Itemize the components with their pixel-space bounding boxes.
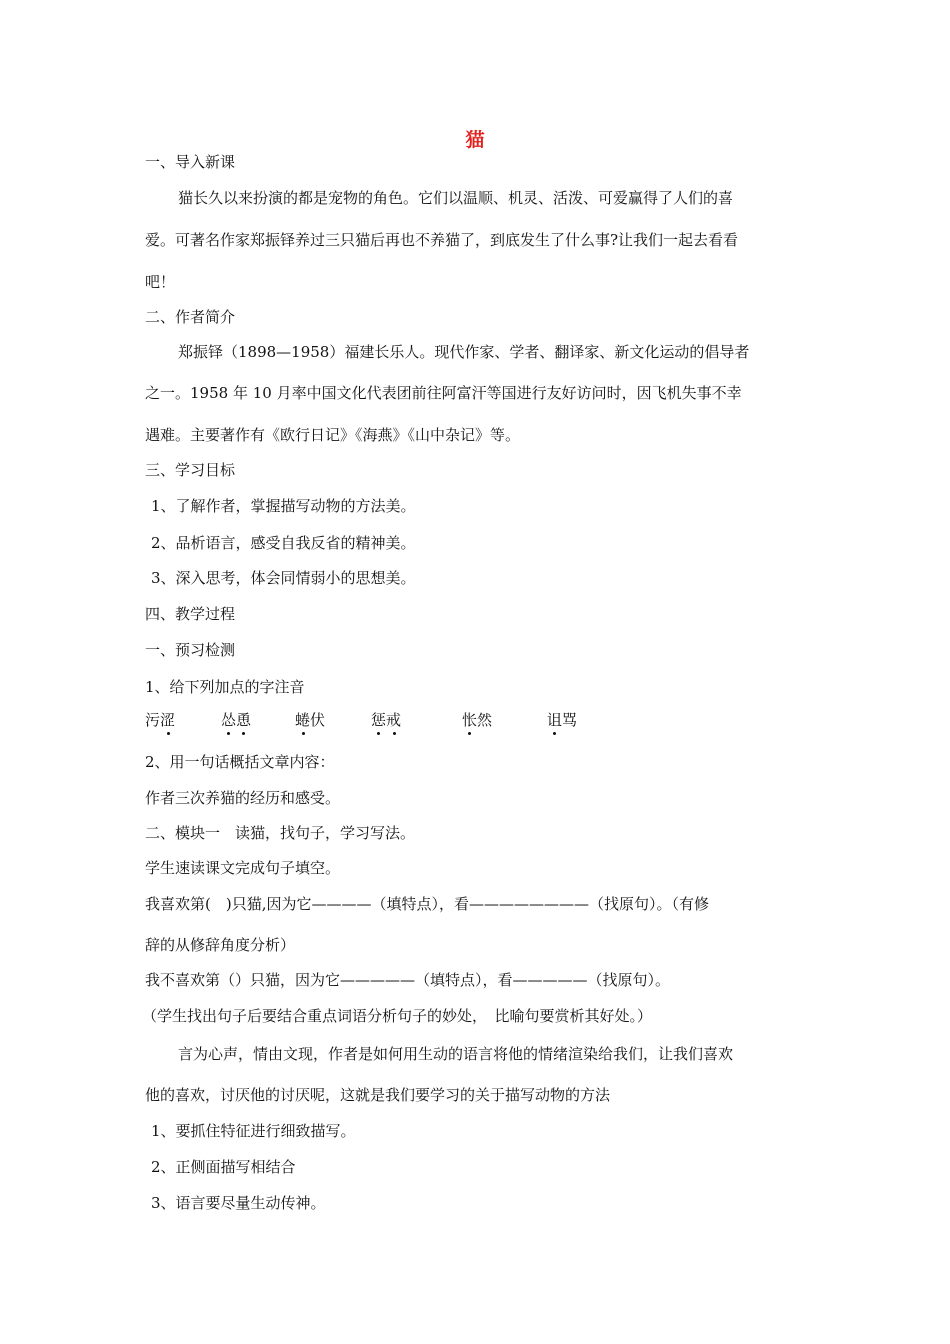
note-line: （学生找出句子后要结合重点词语分析句子的妙处， 比喻句要赏析其好处。） — [142, 1007, 653, 1025]
paragraph-line: 猫长久以来扮演的都是宠物的角色。它们以温顺、机灵、活泼、可爱赢得了人们的喜 — [178, 189, 734, 207]
emphasis-dot — [302, 732, 305, 735]
emphasis-dot — [468, 732, 471, 735]
word-item: 惩戒 — [371, 711, 402, 729]
section-heading-intro: 一、导入新课 — [145, 153, 236, 171]
list-item: 3、语言要尽量生动传神。 — [151, 1194, 326, 1212]
word-item: 怂恿 — [221, 711, 252, 729]
fill-blank-line: 我喜欢第( )只猫,因为它————（填特点），看————————（找原句）。（有修 — [145, 895, 709, 913]
emphasis-dot — [393, 732, 396, 735]
pinyin-word-row — [145, 710, 810, 740]
paragraph-line: 他的喜欢，讨厌他的讨厌呢，这就是我们要学习的关于描写动物的方法 — [145, 1086, 611, 1104]
emphasis-dot — [242, 732, 245, 735]
emphasis-dot — [227, 732, 230, 735]
question-line: 2、用一句话概括文章内容： — [145, 753, 335, 771]
document-title: 猫 — [465, 129, 485, 151]
emphasis-dot — [553, 732, 556, 735]
question-line: 1、给下列加点的字注音 — [145, 678, 305, 696]
emphasis-dot — [167, 732, 170, 735]
emphasis-dot — [377, 732, 380, 735]
paragraph-line: 遇难。主要著作有《欧行日记》《海燕》《山中杂记》等。 — [145, 426, 521, 444]
paragraph-line: 学生速读课文完成句子填空。 — [145, 859, 341, 877]
word-item: 怅然 — [462, 711, 493, 729]
word-item: 污涩 — [145, 711, 176, 729]
section-heading-process: 四、教学过程 — [145, 605, 236, 623]
paragraph-line: 郑振铎（1898—1958）福建长乐人。现代作家、学者、翻译家、新文化运动的倡导者 — [178, 343, 750, 361]
answer-line: 作者三次养猫的经历和感受。 — [145, 789, 341, 807]
list-item: 1、了解作者，掌握描写动物的方法美。 — [151, 497, 416, 515]
list-item: 2、品析语言，感受自我反省的精神美。 — [151, 534, 416, 552]
section-heading-goals: 三、学习目标 — [145, 461, 236, 479]
fill-blank-line: 辞的从修辞角度分析） — [145, 936, 296, 954]
paragraph-line: 之一。1958 年 10 月率中国文化代表团前往阿富汗等国进行友好访问时，因飞机失事不幸 — [145, 384, 742, 402]
list-item: 3、深入思考，体会同情弱小的思想美。 — [151, 569, 416, 587]
module-heading: 二、模块一 读猫，找句子，学习写法。 — [145, 824, 416, 842]
subsection-heading: 一、预习检测 — [145, 641, 236, 659]
list-item: 1、要抓住特征进行细致描写。 — [151, 1122, 356, 1140]
fill-blank-line: 我不喜欢第（）只猫，因为它—————（填特点），看—————（找原句）。 — [145, 971, 671, 989]
paragraph-line: 言为心声，情由文现，作者是如何用生动的语言将他的情绪渲染给我们，让我们喜欢 — [178, 1045, 734, 1063]
paragraph-line: 爱。可著名作家郑振铎养过三只猫后再也不养猫了，到底发生了什么事?让我们一起去看看 — [145, 231, 739, 249]
section-heading-author: 二、作者简介 — [145, 308, 236, 326]
word-item: 诅骂 — [547, 711, 578, 729]
paragraph-line: 吧！ — [145, 273, 176, 291]
word-item: 蜷伏 — [295, 711, 326, 729]
list-item: 2、正侧面描写相结合 — [151, 1158, 296, 1176]
